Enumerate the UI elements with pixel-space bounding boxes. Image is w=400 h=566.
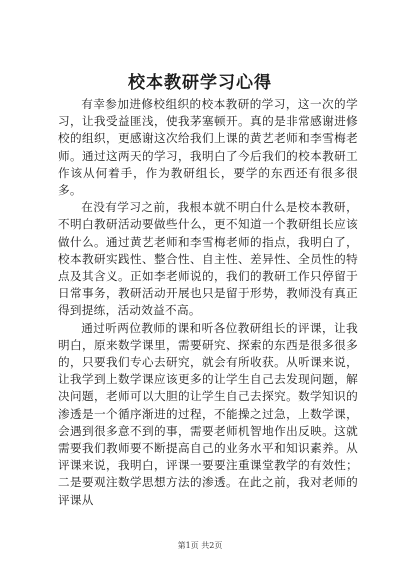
- page-number-footer: 第1页 共2页: [177, 541, 223, 550]
- paragraph-1: 有幸参加进修校组织的校本教研的学习，这一次的学习，让我受益匪浅，使我茅塞顿开。真的是非常感谢进修校的组织，更感谢这次给我们上课的黄艺老师和李雪梅老师。通过这两天的学习，我明白了今后我们的校本教研工作该从何着手，作为教研组长，要学的东西还有很多很多。: [58, 97, 358, 198]
- paragraph-2: 在没有学习之前，我根本就不明白什么是校本教研，不明白教研活动要做些什么，更不知道一个教研组长应该做什么。通过黄艺老师和李雪梅老师的指点，我明白了，校本教研实践性、整合性、自主性、差异性、全员性的特点及其含义。正如李老师说的，我们的教研工作只停留于日常事务，教研活动开展也只是留于形势，教师没有真正得到提练，活动效益不高。: [58, 200, 358, 318]
- paragraph-3: 通过听两位教师的课和听各位教研组长的评课，让我明白，原来数学课里，需要研究、探索的东西是很多很多的，只要我们专心去研究，就会有所收获。从听课来说，让我学到上数学课应该更多的让学生自己去发现问题，解决问题，老师可以大胆的让学生自己去探究。数学知识的渗透是一个循序渐进的过程，不能操之过急，上数学课，会遇到很多意不到的事，需要老师机智地作出反映。这就需要我们教师要不断提高自己的业务水平和知识素养。从评课来说，我明白，评课一要要注重课堂教学的有效性；二是要观注数学思想方法的渗透。在此之前，我对老师的评课从: [58, 320, 358, 507]
- document-title: 校本教研学习心得: [128, 73, 272, 93]
- document-body: [58, 96, 358, 509]
